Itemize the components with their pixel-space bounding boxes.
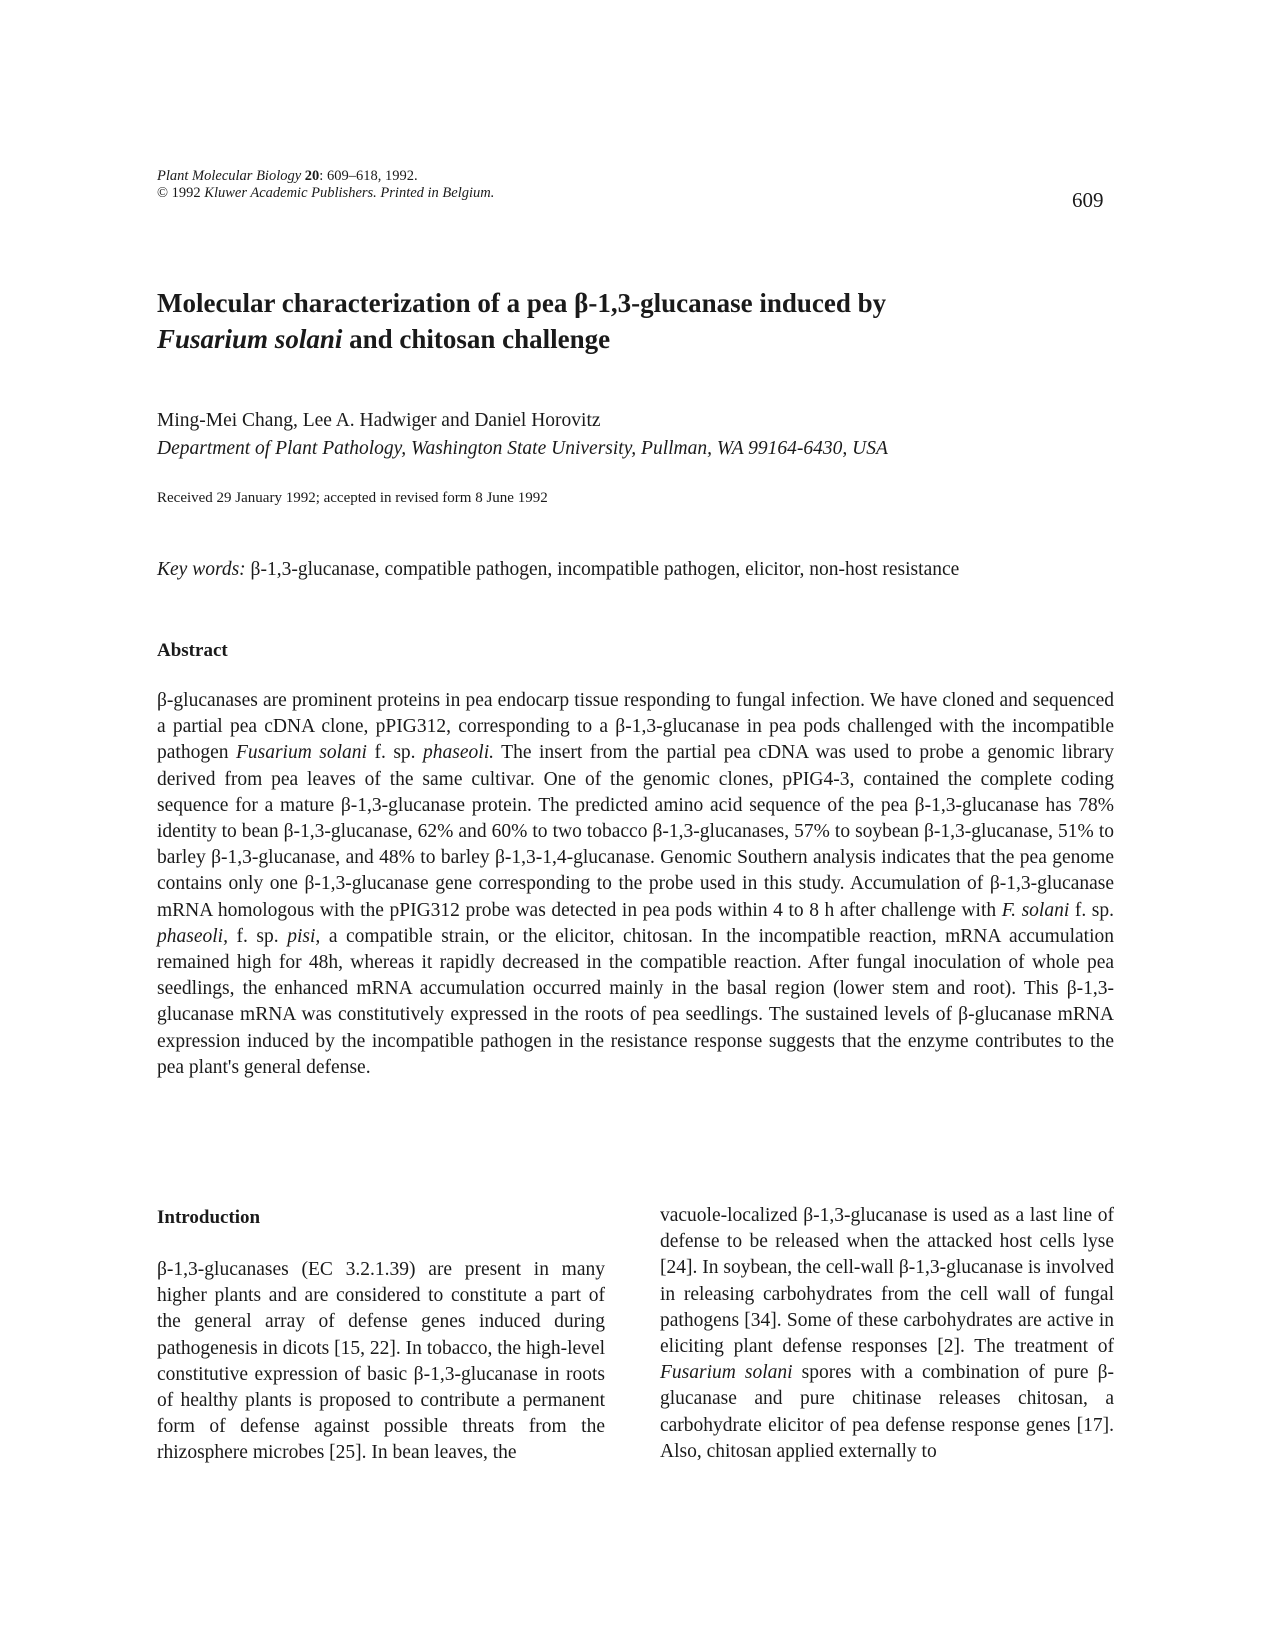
journal-name: Plant Molecular Biology (157, 168, 302, 184)
affiliation: Department of Plant Pathology, Washington State University, Pullman, WA 99164-6430, USA (157, 438, 888, 459)
page-number: 609 (1072, 188, 1104, 212)
abstract-italic-segment: F. solani (1001, 899, 1070, 921)
title-line-2-rest: and chitosan challenge (342, 324, 611, 354)
abstract-italic-segment: pisi, (287, 925, 321, 947)
journal-volume: 20 (304, 168, 320, 184)
publisher: Kluwer Academic Publishers. Printed in Belgium. (204, 185, 495, 201)
abstract-text-segment: β-glucanases are prominent proteins in pea endocarp tissue responding to fungal infection. We have cloned and sequenced a partial pea cDNA clone, pPIG312, corresponding to a β-1,3-glucanase in pea pods challenged with the incompatible pathogen (157, 690, 1114, 764)
abstract-text-segment: f. sp. (366, 742, 424, 764)
abstract-text-segment: a compatible strain, or the elicitor, chitosan. In the incompatible reaction, mRNA accumulation remained high for 48h, whereas it rapidly decreased in the compatible reaction. After fungal inoculation of whole pea seedlings, the enhanced mRNA accumulation occurred mainly in the basal region (lower stem and root). This β-1,3-glucanase mRNA was constitutively expressed in the roots of pea seedlings. The sustained levels of β-glucanase mRNA expression induced by the incompatible pathogen in the resistance response suggests that the enzyme contributes to the pea plant's general defense. (157, 925, 1114, 1078)
abstract-body (157, 688, 1114, 1081)
abstract-text-segment: f. sp. (1069, 899, 1114, 921)
title-line-2 (157, 321, 1117, 357)
abstract-italic-segment: phaseoli, (157, 925, 228, 947)
received-dates: Received 29 January 1992; accepted in revised form 8 June 1992 (157, 490, 548, 506)
abstract-heading: Abstract (157, 640, 228, 661)
introduction-right-column (660, 1203, 1114, 1465)
copyright-notice: © 1992 (157, 185, 201, 201)
introduction-left-column: β-1,3-glucanases (EC 3.2.1.39) are present in many higher plants and are considered to constitute a part of the general array of defense genes induced during pathogenesis in dicots [15, 22]. In tobacco, the high-level constitutive expression of basic β-1,3-glucanase in roots of healthy plants is proposed to contribute a permanent form of defense against possible threats from the rhizosphere microbes [25]. In bean leaves, the (157, 1259, 605, 1464)
keywords-text: β-1,3-glucanase, compatible pathogen, incompatible pathogen, elicitor, non-host resistance (245, 559, 960, 580)
abstract-text-segment: The insert from the partial pea cDNA was used to probe a genomic library derived from pea leaves of the same cultivar. One of the genomic clones, pPIG4-3, contained the complete coding sequence for a mature β-1,3-glucanase protein. The predicted amino acid sequence of the pea β-1,3-glucanase has 78% identity to bean β-1,3-glucanase, 62% and 60% to two tobacco β-1,3-glucanases, 57% to soybean β-1,3-glucanase, 51% to barley β-1,3-glucanase, and 48% to barley β-1,3-1,4-glucanase. Genomic Southern analysis indicates that the pea genome contains only one β-1,3-glucanase gene corresponding to the probe used in this study. Accumulation of β-1,3-glucanase mRNA homologous with the pPIG312 probe was detected in pea pods within 4 to 8 h after challenge with (157, 742, 1114, 921)
copyright-line (157, 185, 494, 202)
abstract-italic-segment: phaseoli. (423, 742, 495, 764)
author-list: Ming-Mei Chang, Lee A. Hadwiger and Daniel Horovitz (157, 410, 601, 431)
intro-text-segment: vacuole-localized β-1,3-glucanase is used as a last line of defense to be released when the attacked host cells lyse [24]. In soybean, the cell-wall β-1,3-glucanase is involved in releasing carbohydrates from the cell wall of fungal pathogens [34]. Some of these carbohydrates are active in eliciting plant defense responses [2]. The treatment of (660, 1205, 1114, 1358)
introduction-heading: Introduction (157, 1207, 261, 1228)
abstract-text-segment: f. sp. (227, 925, 288, 947)
intro-text-segment: spores with a combination of pure β-glucanase and pure chitinase releases chitosan, a carbohydrate elicitor of pea defense response genes [17]. Also, chitosan applied externally to (660, 1362, 1115, 1462)
journal-citation (157, 168, 494, 202)
journal-pages-year: : 609–618, 1992. (319, 168, 418, 184)
keywords-label: Key words: (157, 559, 246, 580)
keywords (157, 557, 1037, 583)
title-organism: Fusarium solani (157, 324, 343, 354)
paper-title (157, 285, 1117, 357)
intro-italic-segment: Fusarium solani (660, 1362, 793, 1384)
journal-citation-line (157, 168, 494, 185)
title-line-1: Molecular characterization of a pea β-1,3-glucanase induced by (157, 288, 887, 318)
abstract-italic-segment: Fusarium solani (235, 742, 367, 764)
